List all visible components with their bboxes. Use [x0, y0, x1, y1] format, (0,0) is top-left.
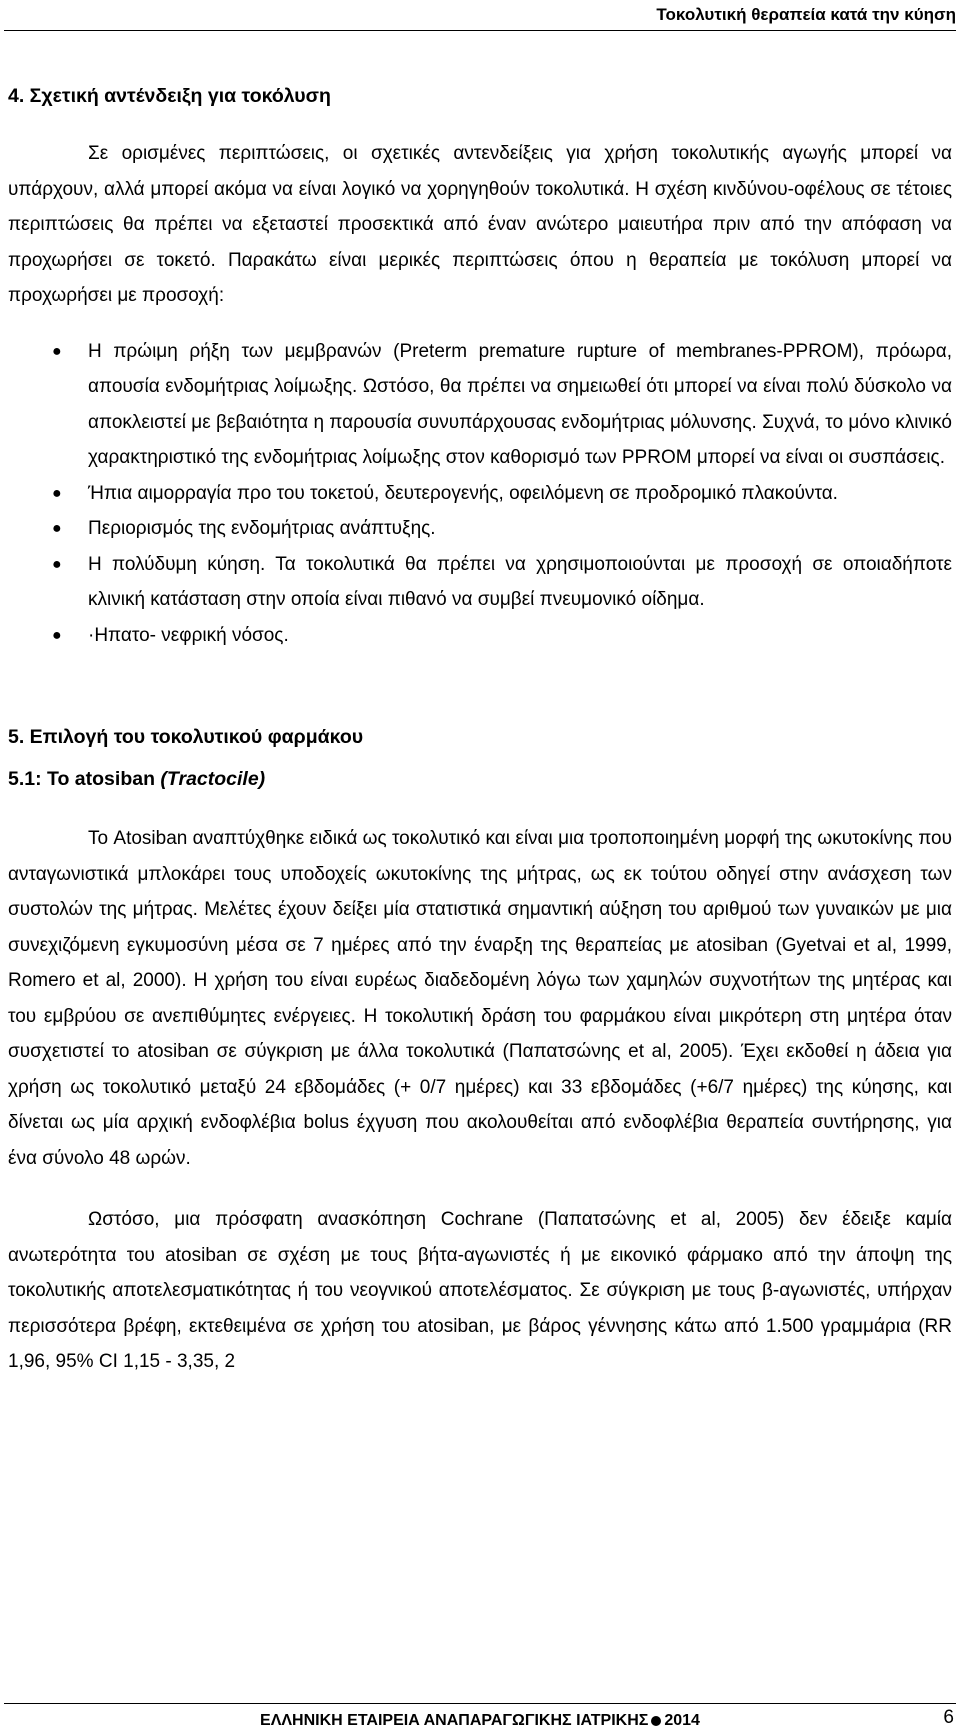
document-body [8, 80, 952, 1380]
page-number: 6 [943, 1707, 954, 1728]
page-footer [4, 1703, 956, 1730]
list-item: ● Η πρώιμη ρήξη των μεμβρανών (Preterm premature rupture of membranes-PPROM), πρόωρα, απουσία ενδομήτριας λοίμωξης. Ωστόσο, θα πρέπει να σημειωθεί ότι μπορεί να είναι πολύ δύσκολο να αποκλειστεί με βεβαιότητα η παρουσία συνυπάρχουσας ενδομήτριας μόλυνσης. Συχνά, το μόνο κλινικό χαρακτηριστικό της ενδομήτριας λοίμωξης στον καθορισμό των PPROM μπορεί να είναι οι συσπάσεις. [8, 334, 952, 476]
atosiban-paragraph-1: Το Atosiban αναπτύχθηκε ειδικά ως τοκολυτικό και είναι μια τροποποιημένη μορφή της ωκυτοκίνης που ανταγωνιστικά μπλοκάρει τους υποδοχείς ωκυτοκίνης της μήτρας, ως εκ τούτου οδηγεί στην ανάσχεση των συστολών της μήτρας. Μελέτες έχουν δείξει μία στατιστικά σημαντική αύξηση του αριθμού των γυναικών με μια συνεχιζόμενη εγκυμοσύνη μέσα σε 7 ημέρες από την έναρξη της θεραπείας με atosiban (Gyetvai et al, 1999, Romero et al, 2000). Η χρήση του είναι ευρέως διαδεδομένη λόγω των χαμηλών συχνοτήτων της μητέρας και του εμβρύου σε ανεπιθύμητες ενέργειες. Η τοκολυτική δράση του φαρμάκου είναι μικρότερη στη μητέρα όταν συσχετιστεί το atosiban σε σύγκριση με άλλα τοκολυτικά (Παπατσώνης et al, 2005). Έχει εκδοθεί η άδεια για χρήση ως τοκολυτικό μεταξύ 24 εβδομάδες (+ 0/7 ημέρες) και 33 εβδομάδες (+6/7 ημέρες) της κύησης, και δίνεται ως μία αρχική ενδοφλέβια bolus έχγυση που ακολουθείται από ενδοφλέβια θεραπεία συντήρησης, για ένα σύνολο 48 ωρών. [8, 828, 952, 1169]
list-item: ● Ήπια αιμορραγία προ του τοκετού, δευτερογενής, οφειλόμενη σε προδρομικό πλακούντα. [8, 476, 952, 512]
bullet-icon: ● [52, 342, 62, 360]
contraindication-list [8, 334, 952, 654]
atosiban-paragraph-2: Ωστόσο, μια πρόσφατη ανασκόπηση Cochrane (Παπατσώνης et al, 2005) δεν έδειξε καμία ανωτερότητα του atosiban σε σχέση με τους βήτα-αγωνιστές ή με εικονικό φάρμακο από την άποψη της τοκολυτικής αποτελεσματικότητας ή του νεογνικού αποτελέσματος. Σε σύγκριση με τους β-αγωνιστές, υπήρχαν περισσότερα βρέφη, εκτεθειμένα σε χρήση του atosiban, με βάρος γέννησης κάτω από 1.500 γραμμάρια (RR 1,96, 95% CI 1,15 - 3,35, 2 [8, 1209, 952, 1372]
list-item: ● Η πολύδυμη κύηση. Τα τοκολυτικά θα πρέπει να χρησιμοποιούνται με προσοχή σε οποιαδήποτε κλινική κατάσταση στην οποία είναι πιθανό να συμβεί πνευμονικό οίδημα. [8, 547, 952, 618]
running-header: Τοκολυτική θεραπεία κατά την κύηση [656, 5, 956, 24]
section-5-heading: 5. Επιλογή του τοκολυτικού φαρμάκου [8, 726, 364, 748]
footer-society: ΕΛΛΗΝΙΚΗ ΕΤΑΙΡΕΙΑ ΑΝΑΠΑΡΑΓΩΓΙΚΗΣ ΙΑΤΡΙΚΗΣ 2014 [260, 1712, 700, 1729]
list-item: ● ·Ηπατο- νεφρική νόσος. [8, 618, 952, 654]
footer-dot-icon [651, 1716, 661, 1726]
bullet-icon: ● [52, 555, 62, 573]
header-divider [4, 30, 956, 31]
list-item: ● Περιορισμός της ενδομήτριας ανάπτυξης. [8, 511, 952, 547]
bullet-icon: ● [52, 626, 62, 644]
bullet-icon: ● [52, 484, 62, 502]
section-4-intro: Σε ορισμένες περιπτώσεις, οι σχετικές αντενδείξεις για χρήση τοκολυτικής αγωγής μπορεί να υπάρχουν, αλλά μπορεί ακόμα να είναι λογικό να χορηγηθούν τοκολυτικά. Η σχέση κινδύνου-οφέλους σε τέτοιες περιπτώσεις θα πρέπει να εξεταστεί προσεκτικά από έναν ανώτερο μαιευτήρα πριν από την απόφαση να προχωρήσει σε τοκετό. Παρακάτω είναι μερικές περιπτώσεις όπου η θεραπεία με τοκόλυση μπορεί να προχωρήσει με προσοχή: [8, 143, 952, 306]
section-4-heading: 4. Σχετική αντένδειξη για τοκόλυση [8, 85, 331, 107]
bullet-icon: ● [52, 520, 62, 537]
subsection-5-1-heading: 5.1: Το atosiban (Tractocile) [8, 768, 266, 790]
